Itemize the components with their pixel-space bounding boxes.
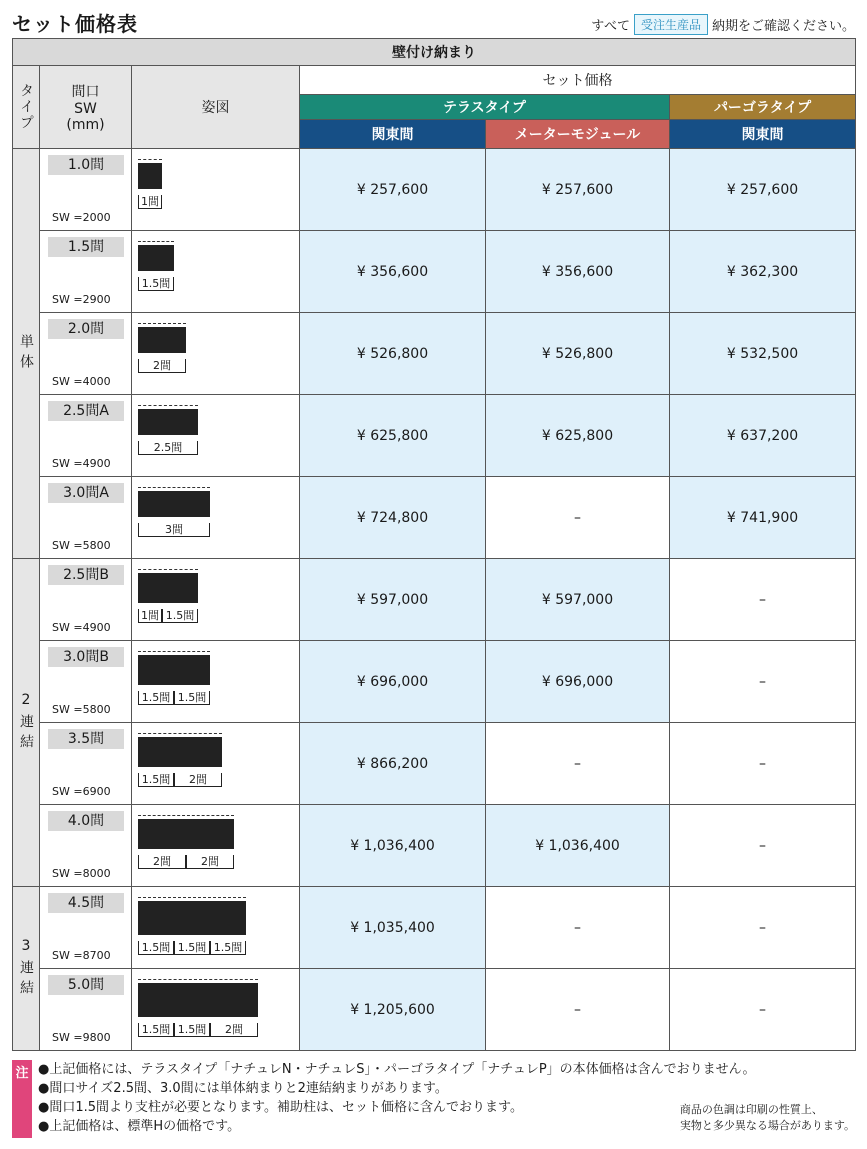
size-cell [40,887,132,969]
sw-value: SW =2900 [52,293,111,306]
size-cell [40,641,132,723]
page-title: セット価格表 [12,12,138,36]
header-terrace-kanto: 関東間 [300,120,486,149]
price-terrace-meter: ¥ 625,800 [486,395,670,477]
price-terrace-kanto: ¥ 724,800 [300,477,486,559]
header-terrace-meter: メーターモジュール [486,120,670,149]
price-terrace-kanto: ¥ 1,036,400 [300,805,486,887]
price-pergola-kanto: – [670,805,856,887]
size-cell [40,231,132,313]
sw-value: SW =9800 [52,1031,111,1044]
header-pergola-kanto: 関東間 [670,120,856,149]
size-label: 1.5間 [48,237,124,257]
price-terrace-meter: – [486,969,670,1051]
order-note-suffix: 納期をご確認ください。 [711,19,855,34]
roof-sketch [138,163,162,189]
note-line-1: ●上記価格には、テラスタイプ「ナチュレN・ナチュレS」・パーゴラタイプ「ナチュレP」の本体価格は含んでおりません。 [38,1062,756,1077]
size-label: 3.0間B [48,647,124,667]
dimension-label: 1.5間 [138,691,174,705]
size-label: 2.0間 [48,319,124,339]
dimension-label: 1.5間 [138,277,174,291]
size-label: 2.5間B [48,565,124,585]
price-pergola-kanto: ¥ 362,300 [670,231,856,313]
sw-value: SW =6900 [52,785,111,798]
sw-value: SW =4000 [52,375,111,388]
group-label: 2連結 [13,559,40,887]
dimension-label: 1.5間 [138,1023,174,1037]
sw-value: SW =4900 [52,457,111,470]
dimension-label: 2間 [138,359,186,373]
roof-sketch [138,655,210,685]
price-terrace-kanto: ¥ 1,205,600 [300,969,486,1051]
size-label: 2.5間A [48,401,124,421]
sw-value: SW =8000 [52,867,111,880]
price-pergola-kanto: ¥ 532,500 [670,313,856,395]
size-label: 4.0間 [48,811,124,831]
group-label: 3連結 [13,887,40,1051]
price-terrace-meter: ¥ 526,800 [486,313,670,395]
header-terrace-type: テラスタイプ [300,95,670,120]
roof-sketch [138,737,222,767]
price-terrace-meter: ¥ 1,036,400 [486,805,670,887]
note-line-3: ●間口1.5間より支柱が必要となります。補助柱は、セット価格に含んでおります。 [38,1100,523,1115]
group-label: 単体 [13,149,40,559]
header-wall-mount: 壁付け納まり [13,39,856,66]
note-mark: 注 [12,1060,32,1138]
price-pergola-kanto: ¥ 257,600 [670,149,856,231]
dimension-label: 2間 [210,1023,258,1037]
price-pergola-kanto: – [670,723,856,805]
figure-cell [132,477,300,559]
size-cell [40,723,132,805]
order-note [591,14,855,35]
dimension-label: 2間 [186,855,234,869]
price-pergola-kanto: – [670,969,856,1051]
color-disclaimer [680,1102,855,1134]
price-terrace-meter: ¥ 356,600 [486,231,670,313]
figure-cell [132,231,300,313]
dimension-label: 1間 [138,609,162,623]
dimension-label: 1.5間 [210,941,246,955]
figure-cell [132,805,300,887]
header-set-price: セット価格 [300,66,856,95]
price-table [12,38,856,1051]
figure-cell [132,149,300,231]
price-terrace-kanto: ¥ 526,800 [300,313,486,395]
roof-sketch [138,573,198,603]
roof-sketch [138,983,258,1017]
price-terrace-kanto: ¥ 356,600 [300,231,486,313]
figure-cell [132,559,300,641]
dimension-label: 2間 [138,855,186,869]
figure-cell [132,395,300,477]
figure-cell [132,313,300,395]
note-line-2: ●間口サイズ2.5間、3.0間には単体納まりと2連結納まりがあります。 [38,1081,448,1096]
size-cell [40,313,132,395]
price-terrace-meter: ¥ 257,600 [486,149,670,231]
price-pergola-kanto: – [670,559,856,641]
sw-value: SW =4900 [52,621,111,634]
sw-value: SW =8700 [52,949,111,962]
price-pergola-kanto: ¥ 741,900 [670,477,856,559]
dimension-label: 2間 [174,773,222,787]
size-label: 3.0間A [48,483,124,503]
price-terrace-kanto: ¥ 625,800 [300,395,486,477]
size-cell [40,805,132,887]
dimension-label: 1.5間 [138,941,174,955]
price-terrace-kanto: ¥ 257,600 [300,149,486,231]
note-line-4: ●上記価格は、標準Hの価格です。 [38,1119,241,1134]
size-cell [40,969,132,1051]
price-terrace-kanto: ¥ 866,200 [300,723,486,805]
order-note-prefix: すべて [591,19,630,34]
roof-sketch [138,819,234,849]
figure-cell [132,723,300,805]
size-cell [40,149,132,231]
figure-cell [132,887,300,969]
size-label: 5.0間 [48,975,124,995]
size-label: 3.5間 [48,729,124,749]
dimension-label: 1間 [138,195,162,209]
price-terrace-meter: – [486,477,670,559]
size-label: 1.0間 [48,155,124,175]
price-terrace-kanto: ¥ 1,035,400 [300,887,486,969]
header-figure: 姿図 [132,66,300,149]
price-terrace-meter: ¥ 597,000 [486,559,670,641]
header-pergola-type: パーゴラタイプ [670,95,856,120]
figure-cell [132,969,300,1051]
made-to-order-badge: 受注生産品 [634,14,708,35]
size-cell [40,559,132,641]
roof-sketch [138,491,210,517]
price-terrace-kanto: ¥ 696,000 [300,641,486,723]
roof-sketch [138,245,174,271]
dimension-label: 1.5間 [138,773,174,787]
price-pergola-kanto: ¥ 637,200 [670,395,856,477]
color-disclaimer-line2: 実物と多少異なる場合があります。 [679,1119,855,1132]
size-cell [40,395,132,477]
roof-sketch [138,327,186,353]
header-type: タイプ [13,66,40,149]
price-pergola-kanto: – [670,641,856,723]
dimension-label: 1.5間 [174,691,210,705]
dimension-label: 1.5間 [174,1023,210,1037]
roof-sketch [138,901,246,935]
size-cell [40,477,132,559]
figure-cell [132,641,300,723]
dimension-label: 1.5間 [162,609,198,623]
note-lines [38,1060,755,1136]
sw-value: SW =5800 [52,703,111,716]
header-size-line2: SW [74,101,97,117]
size-label: 4.5間 [48,893,124,913]
color-disclaimer-line1: 商品の色調は印刷の性質上、 [679,1103,823,1116]
price-terrace-meter: – [486,887,670,969]
sw-value: SW =5800 [52,539,111,552]
header-size-line3: (mm) [66,117,105,133]
header-size [40,66,132,149]
dimension-label: 3間 [138,523,210,537]
price-terrace-kanto: ¥ 597,000 [300,559,486,641]
notes-section [12,1058,855,1140]
roof-sketch [138,409,198,435]
dimension-label: 1.5間 [174,941,210,955]
price-pergola-kanto: – [670,887,856,969]
price-terrace-meter: ¥ 696,000 [486,641,670,723]
price-terrace-meter: – [486,723,670,805]
sw-value: SW =2000 [52,211,111,224]
dimension-label: 2.5間 [138,441,198,455]
header-size-line1: 間口 [71,84,100,100]
